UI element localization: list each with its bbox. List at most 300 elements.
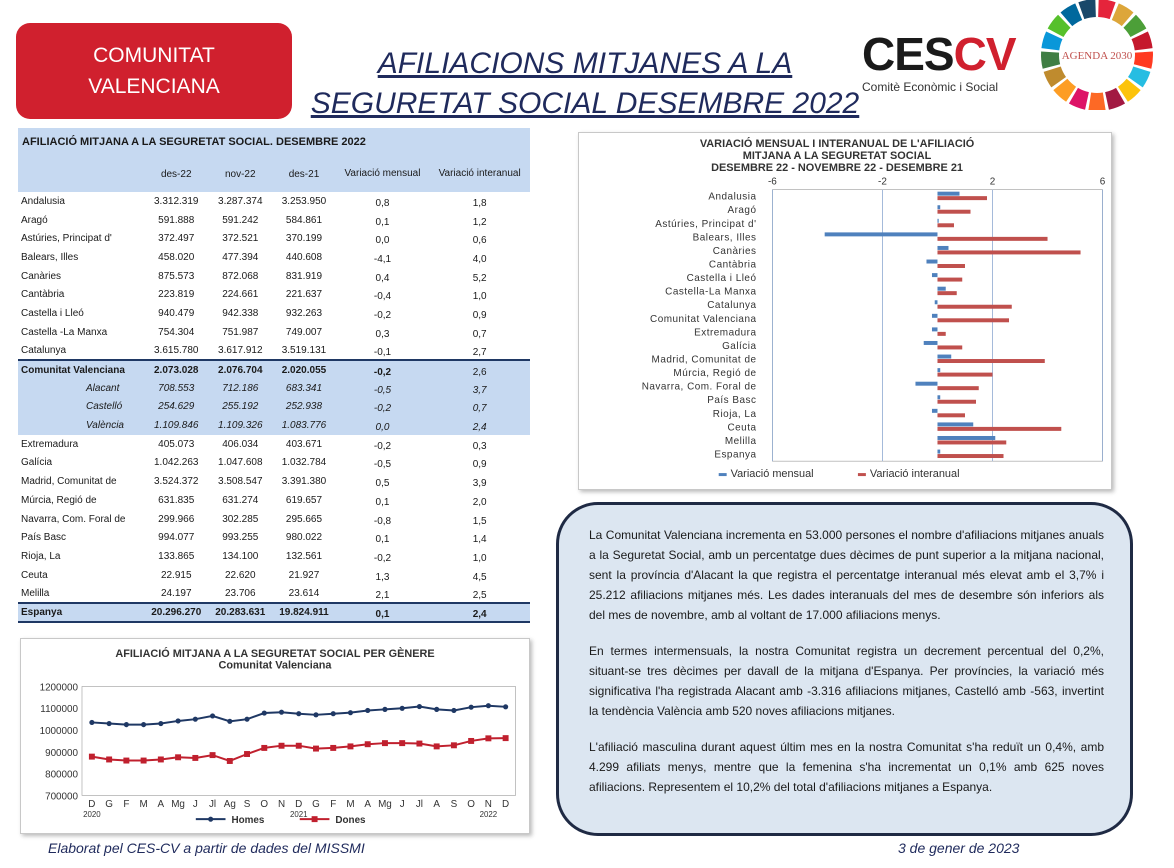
bar <box>937 305 1011 309</box>
y-category-label: Canàries <box>712 245 757 257</box>
cell-des21: 221.637 <box>285 289 323 301</box>
cell-nov22: 20.283.631 <box>208 603 272 622</box>
title-line-2: SEGURETAT SOCIAL DESEMBRE 2022 <box>310 87 860 120</box>
y-category-label: Astúries, Principat d' <box>655 218 757 230</box>
bar-chart-title: MITJANA A LA SEGURETAT SOCIAL <box>742 149 932 162</box>
brand-text: CES <box>862 28 954 80</box>
cell-des22: 708.553 <box>144 379 208 398</box>
x-tick-label: 6 <box>1099 176 1106 188</box>
x-tick-label: Ag <box>223 799 236 811</box>
data-point <box>124 722 129 727</box>
bar <box>915 382 937 386</box>
bar <box>932 273 938 277</box>
cell-des21: 132.561 <box>285 550 323 562</box>
bar <box>937 373 992 377</box>
brand-accent: CV <box>953 28 1016 80</box>
cell-des22: 994.077 <box>158 532 195 544</box>
row-name: Múrcia, Regió de <box>21 494 97 506</box>
cell-des21: 295.665 <box>285 513 323 525</box>
cell-nov22: 3.508.547 <box>218 476 263 488</box>
cell-des21: 3.253.950 <box>281 195 327 207</box>
cell-des21: 23.614 <box>288 587 320 599</box>
brand-logo <box>862 28 1042 98</box>
data-point <box>296 711 301 716</box>
x-tick-label: G <box>105 799 113 811</box>
commentary-paragraph-2: En termes intermensuals, la nostra Comunitat registra un decrement percentual del 0,2%, situant-se tres dècimes per davall de la mitjana d'Espanya. Per províncies, la variació més significativa l'ha registrada Alacant amb -3.316 afiliacions mitjanes, Castelló amb -563, invertint la tendència València amb 520 noves afiliacions mitjanes. <box>589 644 1104 718</box>
row-name: Catalunya <box>21 344 67 356</box>
cell-des21: 252.938 <box>272 398 335 417</box>
column-header: des-22 <box>144 156 208 192</box>
cell-des22: 3.615.780 <box>153 344 199 356</box>
cell-des22: 22.915 <box>160 569 192 581</box>
cell-nov22: 406.034 <box>222 438 259 450</box>
bar <box>937 205 940 209</box>
y-category-label: Ceuta <box>727 422 757 434</box>
x-tick-label: -6 <box>767 176 777 188</box>
data-point <box>365 741 371 747</box>
cell-var-mensual: 0,0 <box>336 416 430 435</box>
data-point <box>348 743 354 749</box>
table-row <box>18 398 530 417</box>
cell-var-interanual: 1,8 <box>472 197 487 209</box>
cell-var-mensual: -0,8 <box>373 515 392 527</box>
data-point <box>261 745 267 751</box>
x-tick-label: S <box>243 799 251 811</box>
x-tick-label: Mg <box>378 799 392 811</box>
cell-var-interanual: 0,3 <box>472 440 487 452</box>
bar <box>937 210 970 214</box>
row-name: Castella i Lleó <box>21 307 84 319</box>
x-tick-label: S <box>450 799 458 811</box>
bar-chart-title: DESEMBRE 22 - NOVEMBRE 22 - DESEMBRE 21 <box>711 161 963 174</box>
row-name: País Basc <box>21 532 67 544</box>
cell-des22: 254.629 <box>144 398 208 417</box>
table-row <box>18 323 530 342</box>
cell-des22: 372.497 <box>158 233 195 245</box>
row-name: Alacant <box>18 379 144 398</box>
cell-nov22: 712.186 <box>208 379 272 398</box>
data-point <box>158 721 163 726</box>
legend-label: Homes <box>231 815 265 827</box>
cell-var-interanual: 2,4 <box>429 416 530 435</box>
data-point <box>123 758 129 764</box>
brand-subtitle: Comitè Econòmic i Social <box>862 80 999 94</box>
bar <box>937 223 954 227</box>
footer-date: 3 de gener de 2023 <box>898 840 1020 856</box>
cell-var-interanual: 1,0 <box>472 552 487 564</box>
bar <box>937 332 945 336</box>
bar <box>937 436 995 440</box>
legend-label: Variació mensual <box>730 468 814 481</box>
x-tick-label: Mg <box>171 799 185 811</box>
table-row <box>18 416 530 435</box>
cell-des21: 440.608 <box>285 251 323 263</box>
legend-marker <box>312 816 318 822</box>
bar <box>937 287 945 291</box>
y-category-label: Espanya <box>714 449 757 461</box>
y-category-label: Múrcia, Regió de <box>673 368 757 380</box>
cell-var-mensual: -0,2 <box>373 552 392 564</box>
title-line-1: AFILIACIONS MITJANES A LA <box>377 47 793 80</box>
data-point <box>313 712 318 717</box>
column-header: nov-22 <box>208 156 272 192</box>
cell-des22: 3.312.319 <box>153 195 199 207</box>
cell-var-interanual: 2,4 <box>429 603 530 622</box>
data-point <box>331 711 336 716</box>
row-name: Galícia <box>21 457 53 469</box>
cell-nov22: 3.287.374 <box>218 195 263 207</box>
bar <box>937 359 1044 363</box>
cell-var-interanual: 0,9 <box>472 459 487 471</box>
bar <box>937 345 962 349</box>
bar <box>926 260 937 264</box>
cell-des22: 3.524.372 <box>153 476 199 488</box>
data-point <box>192 755 198 761</box>
cell-var-interanual: 2,5 <box>472 589 487 601</box>
cell-des22: 591.888 <box>158 214 195 226</box>
table-row <box>18 248 530 267</box>
x-tick-label: O <box>260 799 269 811</box>
cell-des22: 875.573 <box>158 270 195 282</box>
cell-des21: 980.022 <box>285 532 323 544</box>
row-name: Cantàbria <box>21 289 65 301</box>
x-tick-label: N <box>277 799 286 811</box>
table-row <box>18 229 530 248</box>
legend-label: Dones <box>335 815 366 827</box>
bar <box>932 327 938 331</box>
y-tick-label: 900000 <box>45 747 79 759</box>
cell-var-mensual: -0,2 <box>336 360 430 379</box>
cell-des22: 24.197 <box>160 587 192 599</box>
column-header: des-21 <box>272 156 335 192</box>
table-row <box>18 435 530 454</box>
x-tick-label: O <box>467 799 475 811</box>
cell-des21: 3.519.131 <box>281 344 327 356</box>
cell-var-interanual: 0,7 <box>472 328 487 340</box>
cell-des21: 932.263 <box>285 307 323 319</box>
cell-var-interanual: 1,2 <box>472 216 487 228</box>
cell-nov22: 477.394 <box>222 251 259 263</box>
y-category-label: Aragó <box>727 205 757 217</box>
cell-nov22: 1.109.326 <box>208 416 272 435</box>
y-tick-label: 800000 <box>45 769 79 781</box>
cell-var-mensual: 0,8 <box>375 197 390 209</box>
region-line-2: VALENCIANA <box>88 75 220 98</box>
x-tick-label: F <box>123 799 130 811</box>
cell-var-interanual: 3,7 <box>429 379 530 398</box>
line-chart-subtitle: Comunitat Valenciana <box>218 659 332 672</box>
table-row <box>18 342 530 361</box>
cell-var-interanual: 5,2 <box>472 272 487 284</box>
cell-nov22: 372.521 <box>222 233 259 245</box>
y-tick-label: 1000000 <box>39 726 79 738</box>
row-name: Balears, Illes <box>21 251 79 263</box>
row-name: Rioja, La <box>21 550 61 562</box>
data-point <box>89 720 94 725</box>
year-label: 2022 <box>479 810 498 820</box>
table-title: AFILIACIÓ MITJANA A LA SEGURETAT SOCIAL. DESEMBRE 2022 <box>18 128 530 156</box>
bar <box>937 237 1047 241</box>
x-tick-label: N <box>484 799 492 811</box>
y-tick-label: 1100000 <box>40 704 79 716</box>
cell-des22: 458.020 <box>158 251 195 263</box>
data-point <box>382 707 387 712</box>
data-point <box>210 713 215 718</box>
data-point <box>176 718 181 723</box>
legend-label: Variació interanual <box>869 468 960 481</box>
agenda-segment <box>1088 93 1105 110</box>
cell-var-interanual: 3,9 <box>472 478 487 490</box>
agenda-segment <box>1041 52 1060 69</box>
x-tick-label: G <box>312 799 320 811</box>
data-point <box>262 711 267 716</box>
data-point <box>365 708 370 713</box>
table-row <box>18 528 530 547</box>
bar <box>937 264 965 268</box>
table-row <box>18 304 530 323</box>
region-badge <box>16 23 292 119</box>
variation-bar-chart <box>578 132 1112 490</box>
row-name: Espanya <box>18 603 144 622</box>
cell-var-interanual: 4,5 <box>472 571 487 583</box>
bar <box>937 355 951 359</box>
y-tick-label: 1200000 <box>39 682 79 694</box>
data-point <box>400 706 405 711</box>
row-name: Madrid, Comunitat de <box>21 476 117 488</box>
data-point <box>503 735 509 741</box>
data-point <box>451 742 457 748</box>
cell-nov22: 255.192 <box>208 398 272 417</box>
cell-des21: 749.007 <box>285 326 323 338</box>
bar <box>932 409 938 413</box>
cell-var-mensual: -0,2 <box>373 440 392 452</box>
agenda-segment <box>1134 52 1153 69</box>
data-point <box>399 740 405 746</box>
affiliation-table <box>18 128 530 623</box>
bar <box>937 246 948 250</box>
table-row <box>18 603 530 622</box>
x-tick-label: J <box>192 799 198 811</box>
row-name: Astúries, Principat d' <box>21 233 112 245</box>
y-category-label: Galícia <box>722 340 757 352</box>
line-chart-title: AFILIACIÓ MITJANA A LA SEGURETAT SOCIAL PER GÈNERE <box>115 647 435 660</box>
bar <box>935 300 938 304</box>
y-category-label: Castella-La Manxa <box>665 286 757 298</box>
table-row <box>18 454 530 473</box>
cell-var-interanual: 0,9 <box>472 309 487 321</box>
x-tick-label: Jl <box>415 799 423 811</box>
cell-nov22: 134.100 <box>222 550 259 562</box>
table-row <box>18 472 530 491</box>
data-point <box>434 707 439 712</box>
x-tick-label: A <box>364 799 372 811</box>
row-name: Castelló <box>18 398 144 417</box>
cell-nov22: 1.047.608 <box>218 457 263 469</box>
x-tick-label: J <box>399 799 405 811</box>
cell-nov22: 631.274 <box>222 494 259 506</box>
cell-des22: 754.304 <box>158 326 195 338</box>
row-name: Ceuta <box>21 569 48 581</box>
table-row <box>18 360 530 379</box>
data-point <box>503 704 508 709</box>
commentary-paragraph-3: L'afiliació masculina durant aquest últim mes en la nostra Comunitat s'ha reduït un 0,4%, amb 4.299 afiliats menys, mentre que la femenina s'ha incrementat un 0,1% amb 625 noves afiliacions. Representem el 10,2% del total d'afiliacions mitjanes a Espanya. <box>589 740 1104 794</box>
data-point <box>469 705 474 710</box>
cell-des22: 1.109.846 <box>144 416 208 435</box>
page-title <box>305 44 865 124</box>
cell-des21: 1.032.784 <box>281 457 327 469</box>
cell-des22: 20.296.270 <box>144 603 208 622</box>
cell-des21: 1.083.776 <box>272 416 335 435</box>
table-row <box>18 192 530 211</box>
row-name: Navarra, Com. Foral de <box>21 513 126 525</box>
footer-source: Elaborat pel CES-CV a partir de dades del MISSMI <box>48 840 365 856</box>
cell-var-mensual: -0,4 <box>373 291 392 303</box>
data-point <box>210 752 216 758</box>
y-tick-label: 700000 <box>45 791 79 803</box>
data-point <box>244 751 250 757</box>
bar <box>937 250 1080 254</box>
data-point <box>227 758 233 764</box>
cell-var-interanual: 1,0 <box>472 291 487 303</box>
x-tick-label: A <box>157 799 165 811</box>
cell-var-mensual: 0,0 <box>375 235 390 247</box>
cell-des22: 631.835 <box>158 494 195 506</box>
bar <box>937 450 940 454</box>
x-tick-label: A <box>433 799 440 811</box>
bar <box>937 454 1003 458</box>
column-header: Variació interanual <box>429 156 530 192</box>
bar <box>937 413 965 417</box>
table-row <box>18 547 530 566</box>
data-point <box>451 708 456 713</box>
cell-var-mensual: 0,1 <box>375 496 390 508</box>
cell-des21: 3.391.380 <box>281 476 327 488</box>
cell-var-mensual: -0,2 <box>373 309 392 321</box>
cell-var-mensual: 0,1 <box>375 216 390 228</box>
cell-var-mensual: 1,3 <box>375 571 390 583</box>
data-point <box>417 704 422 709</box>
cell-var-mensual: 0,4 <box>375 272 390 284</box>
data-point <box>279 743 285 749</box>
cell-nov22: 302.285 <box>222 513 259 525</box>
bar <box>937 400 976 404</box>
cell-des21: 831.919 <box>285 270 323 282</box>
y-category-label: País Basc <box>707 395 757 407</box>
cell-var-interanual: 1,5 <box>472 515 487 527</box>
data-point <box>468 738 474 744</box>
bar <box>932 314 938 318</box>
plot-area <box>82 687 516 796</box>
y-category-label: Melilla <box>724 435 757 447</box>
bar <box>937 422 973 426</box>
cell-des22: 405.073 <box>158 438 195 450</box>
cell-des21: 2.020.055 <box>272 360 335 379</box>
bar <box>937 427 1061 431</box>
cell-var-mensual: -0,1 <box>373 346 392 358</box>
y-category-label: Balears, Illes <box>692 232 757 244</box>
table-row <box>18 379 530 398</box>
legend-swatch <box>719 473 727 476</box>
cell-var-interanual: 4,0 <box>472 253 487 265</box>
data-point <box>106 756 112 762</box>
cell-nov22: 224.661 <box>222 289 259 301</box>
cell-des21: 370.199 <box>285 233 323 245</box>
cell-var-interanual: 0,7 <box>429 398 530 417</box>
data-point <box>486 703 491 708</box>
cell-var-mensual: -4,1 <box>373 253 392 265</box>
table-row <box>18 566 530 585</box>
cell-var-mensual: 0,3 <box>375 328 390 340</box>
bar <box>937 291 956 295</box>
cell-nov22: 3.617.912 <box>218 344 263 356</box>
y-category-label: Catalunya <box>707 300 757 312</box>
legend-swatch <box>858 473 866 476</box>
x-tick-label: Jl <box>208 799 217 811</box>
data-point <box>141 758 147 764</box>
table-row <box>18 285 530 304</box>
x-tick-label: -2 <box>878 176 887 188</box>
cell-nov22: 23.706 <box>224 587 256 599</box>
cell-var-mensual: -0,2 <box>336 398 430 417</box>
data-point <box>485 735 491 741</box>
row-name: Melilla <box>21 587 50 599</box>
cell-des21: 683.341 <box>272 379 335 398</box>
cell-des21: 584.861 <box>285 214 323 226</box>
bar <box>937 219 938 223</box>
bar <box>937 318 1009 322</box>
cell-nov22: 2.076.704 <box>208 360 272 379</box>
bar <box>937 192 959 196</box>
data-point <box>193 717 198 722</box>
legend-marker <box>208 817 213 822</box>
cell-nov22: 872.068 <box>222 270 259 282</box>
plot-area <box>772 190 1102 461</box>
year-label: 2020 <box>83 810 101 820</box>
bar <box>937 440 1006 444</box>
y-category-label: Castella i Lleó <box>686 273 757 285</box>
cell-des21: 19.824.911 <box>272 603 335 622</box>
y-category-label: Navarra, Com. Foral de <box>641 381 757 393</box>
bar <box>937 368 940 372</box>
cell-var-mensual: 0,5 <box>375 478 390 490</box>
bar <box>924 341 938 345</box>
data-point <box>141 722 146 727</box>
year-label: 2021 <box>289 810 308 820</box>
row-name: Andalusia <box>21 195 65 207</box>
table-row <box>18 491 530 510</box>
data-point <box>107 721 112 726</box>
data-point <box>313 746 319 752</box>
data-point <box>348 710 353 715</box>
cell-nov22: 22.620 <box>224 569 256 581</box>
y-category-label: Rioja, La <box>712 408 757 420</box>
cell-des22: 299.966 <box>158 513 195 525</box>
commentary-paragraph-1: La Comunitat Valenciana incrementa en 53.000 persones el nombre d'afiliacions mitjanes anuals a la Seguretat Social, amb un percentatge dues dècimes de punt superior a la mitjana nacional, sent la província d'Alacant la que registra el percentatge interanual més elevat amb el 3,7% i 25.212 afiliacions mitjanes més. Les dades interanuals del mes de desembre són inferiors als del mes de novembre, amb al voltant de 17.000 afiliacions menys. <box>589 528 1104 622</box>
cell-des22: 223.819 <box>158 289 195 301</box>
cell-nov22: 591.242 <box>222 214 259 226</box>
row-name: València <box>18 416 144 435</box>
agenda-segment <box>1098 0 1116 19</box>
cell-des22: 1.042.263 <box>153 457 199 469</box>
data-point <box>416 741 422 747</box>
data-point <box>279 710 284 715</box>
bar <box>937 196 987 200</box>
table-row <box>18 510 530 529</box>
data-point <box>175 754 181 760</box>
data-point <box>296 743 302 749</box>
row-name: Castella -La Manxa <box>21 326 108 338</box>
x-tick-label: D <box>88 799 96 811</box>
